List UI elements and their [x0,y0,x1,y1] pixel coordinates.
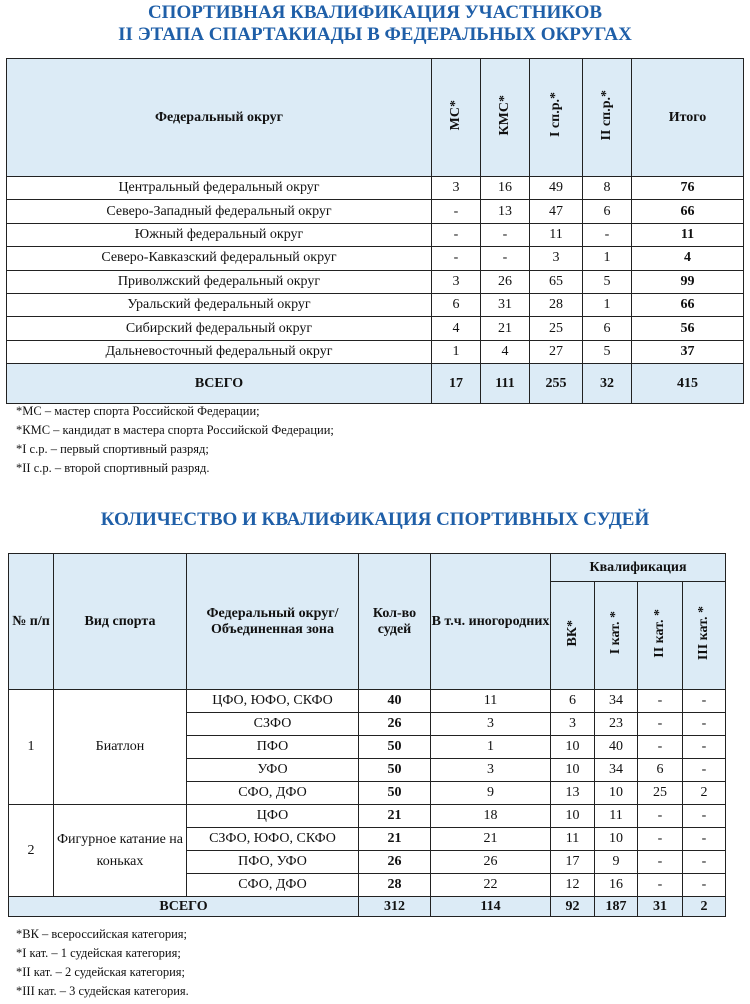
total-ms: 17 [432,364,481,404]
header-district: Федеральный округ [7,59,432,177]
cell-vk: 6 [551,690,595,713]
cell-judge-count: 50 [359,736,431,759]
cell-district-zone: УФО [187,759,359,782]
footnote: *I кат. – 1 судейская категория; [16,946,181,960]
cell-sport: Биатлон [54,690,187,805]
cell-nonresident: 21 [431,828,551,851]
cell-judge-count: 50 [359,759,431,782]
title-line: II ЭТАПА СПАРТАКИАДЫ В ФЕДЕРАЛЬНЫХ ОКРУГАХ [118,24,632,45]
cell-num: 1 [9,690,54,805]
cell-nonresident: 9 [431,782,551,805]
total-cat-3: 2 [683,897,726,917]
total-1-rank: 255 [530,364,583,404]
table-total-row [7,364,744,404]
cell-cat-3: - [683,828,726,851]
cell-district: Уральский федеральный округ [7,293,432,316]
title-qualification-participants [0,2,750,46]
cell-cat-1: 10 [595,828,638,851]
cell-sport: Фигурное катание на коньках [54,805,187,897]
participants-table [6,58,744,404]
footnote: *III кат. – 3 судейская категория. [16,984,189,998]
cell-total: 99 [632,270,744,293]
footnotes-participants [16,402,334,478]
cell-kms: - [481,223,530,246]
total-kms: 111 [481,364,530,404]
cell-kms: 21 [481,317,530,340]
cell-cat-1: 23 [595,713,638,736]
cell-rank-2: - [583,223,632,246]
cell-judge-count: 26 [359,713,431,736]
header-2-rank: II сп.р.* [583,59,632,177]
cell-judge-count: 26 [359,851,431,874]
table-row [7,177,744,200]
cell-cat-3: - [683,805,726,828]
cell-vk: 10 [551,736,595,759]
cell-cat-1: 34 [595,690,638,713]
table-header-row [7,59,744,177]
cell-vk: 12 [551,874,595,897]
cell-cat-1: 40 [595,736,638,759]
total-count: 312 [359,897,431,917]
cell-cat-2: - [638,805,683,828]
table2-header-row-1 [9,554,726,582]
cell-district-zone: ЦФО [187,805,359,828]
cell-district: Северо-Кавказский федеральный округ [7,247,432,270]
judges-table [8,553,726,917]
header-total: Итого [632,59,744,177]
cell-district-zone: СФО, ДФО [187,782,359,805]
cell-cat-1: 9 [595,851,638,874]
cell-cat-1: 10 [595,782,638,805]
cell-cat-2: - [638,874,683,897]
cell-rank-1: 49 [530,177,583,200]
header-cat-3: III кат. * [683,582,726,690]
total-2-rank: 32 [583,364,632,404]
footnote: *ВК – всероссийская категория; [16,927,187,941]
total-cat-1: 187 [595,897,638,917]
cell-kms: - [481,247,530,270]
total-label: ВСЕГО [9,897,359,917]
cell-ms: - [432,200,481,223]
cell-district: Южный федеральный округ [7,223,432,246]
cell-vk: 3 [551,713,595,736]
total-label: ВСЕГО [7,364,432,404]
cell-cat-2: - [638,851,683,874]
cell-cat-2: - [638,690,683,713]
cell-kms: 31 [481,293,530,316]
cell-kms: 4 [481,340,530,363]
cell-nonresident: 1 [431,736,551,759]
cell-rank-1: 27 [530,340,583,363]
header-cat-2: II кат. * [638,582,683,690]
cell-district-zone: ПФО, УФО [187,851,359,874]
total-nonresident: 114 [431,897,551,917]
cell-nonresident: 3 [431,713,551,736]
header-district-zone: Федеральный округ/ Объединенная зона [187,554,359,690]
cell-vk: 11 [551,828,595,851]
cell-cat-3: - [683,874,726,897]
cell-cat-2: - [638,736,683,759]
cell-vk: 13 [551,782,595,805]
cell-kms: 13 [481,200,530,223]
table-row [7,270,744,293]
cell-district-zone: СЗФО, ЮФО, СКФО [187,828,359,851]
cell-num: 2 [9,805,54,897]
cell-cat-3: - [683,736,726,759]
table-row [7,293,744,316]
table-row [7,317,744,340]
cell-district-zone: СЗФО [187,713,359,736]
cell-kms: 16 [481,177,530,200]
table-row [7,340,744,363]
table-row [9,805,726,828]
cell-rank-1: 11 [530,223,583,246]
header-vk: ВК* [551,582,595,690]
cell-cat-3: - [683,851,726,874]
footnote: *II с.р. – второй спортивный разряд. [16,461,210,475]
footnotes-judges [16,925,189,1001]
cell-rank-2: 6 [583,200,632,223]
cell-rank-1: 3 [530,247,583,270]
cell-judge-count: 21 [359,828,431,851]
cell-district-zone: ПФО [187,736,359,759]
cell-total: 37 [632,340,744,363]
header-judge-count: Кол-во судей [359,554,431,690]
cell-judge-count: 50 [359,782,431,805]
table-row [9,690,726,713]
cell-vk: 17 [551,851,595,874]
cell-cat-1: 16 [595,874,638,897]
cell-cat-3: - [683,759,726,782]
title-judges: КОЛИЧЕСТВО И КВАЛИФИКАЦИЯ СПОРТИВНЫХ СУДЕЙ [100,509,650,530]
cell-district: Северо-Западный федеральный округ [7,200,432,223]
cell-nonresident: 26 [431,851,551,874]
cell-ms: 3 [432,177,481,200]
cell-cat-3: 2 [683,782,726,805]
cell-ms: 3 [432,270,481,293]
cell-district: Сибирский федеральный округ [7,317,432,340]
footnote: *КМС – кандидат в мастера спорта Российской Федерации; [16,423,334,437]
cell-rank-2: 5 [583,340,632,363]
total-cat-2: 31 [638,897,683,917]
table-row [7,223,744,246]
footnote: *I с.р. – первый спортивный разряд; [16,442,209,456]
cell-cat-2: - [638,828,683,851]
header-kms: КМС* [481,59,530,177]
table-row [7,200,744,223]
footnote: *МС – мастер спорта Российской Федерации; [16,404,260,418]
cell-rank-2: 8 [583,177,632,200]
cell-rank-1: 47 [530,200,583,223]
cell-ms: - [432,247,481,270]
cell-rank-2: 1 [583,293,632,316]
cell-district-zone: СФО, ДФО [187,874,359,897]
cell-judge-count: 40 [359,690,431,713]
cell-total: 66 [632,200,744,223]
cell-rank-2: 5 [583,270,632,293]
cell-nonresident: 3 [431,759,551,782]
cell-cat-2: 25 [638,782,683,805]
cell-nonresident: 22 [431,874,551,897]
cell-cat-2: 6 [638,759,683,782]
cell-kms: 26 [481,270,530,293]
cell-district: Приволжский федеральный округ [7,270,432,293]
cell-total: 4 [632,247,744,270]
cell-total: 11 [632,223,744,246]
cell-ms: 1 [432,340,481,363]
cell-total: 76 [632,177,744,200]
cell-rank-1: 65 [530,270,583,293]
cell-rank-2: 6 [583,317,632,340]
cell-cat-3: - [683,690,726,713]
cell-rank-1: 28 [530,293,583,316]
header-ms: МС* [432,59,481,177]
cell-nonresident: 11 [431,690,551,713]
cell-district: Центральный федеральный округ [7,177,432,200]
cell-ms: - [432,223,481,246]
cell-total: 56 [632,317,744,340]
cell-cat-1: 34 [595,759,638,782]
cell-rank-1: 25 [530,317,583,340]
cell-nonresident: 18 [431,805,551,828]
cell-cat-2: - [638,713,683,736]
cell-cat-1: 11 [595,805,638,828]
cell-vk: 10 [551,805,595,828]
cell-judge-count: 21 [359,805,431,828]
footnote: *II кат. – 2 судейская категория; [16,965,185,979]
cell-cat-3: - [683,713,726,736]
total-sum: 415 [632,364,744,404]
cell-ms: 6 [432,293,481,316]
cell-vk: 10 [551,759,595,782]
header-qualification: Квалификация [551,554,726,582]
header-1-rank: I сп.р.* [530,59,583,177]
header-num: № п/п [9,554,54,690]
cell-rank-2: 1 [583,247,632,270]
header-cat-1: I кат. * [595,582,638,690]
cell-judge-count: 28 [359,874,431,897]
cell-total: 66 [632,293,744,316]
table-row [7,247,744,270]
cell-ms: 4 [432,317,481,340]
table2-total-row [9,897,726,917]
cell-district: Дальневосточный федеральный округ [7,340,432,363]
title-line: СПОРТИВНАЯ КВАЛИФИКАЦИЯ УЧАСТНИКОВ [147,2,603,23]
header-sport: Вид спорта [54,554,187,690]
cell-district-zone: ЦФО, ЮФО, СКФО [187,690,359,713]
header-nonresident: В т.ч. иногородних [431,554,551,690]
total-vk: 92 [551,897,595,917]
